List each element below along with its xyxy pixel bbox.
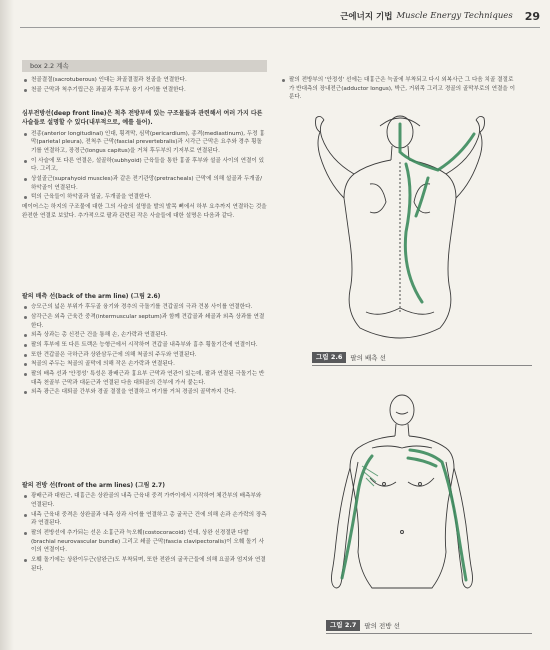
figure-2-6 — [310, 112, 490, 342]
figure-2-6-caption — [312, 352, 386, 363]
figure-label: 그림 2.6 — [312, 352, 346, 363]
figure-caption-text: 팔의 전방 선 — [364, 622, 400, 630]
page-number: 29 — [524, 9, 540, 23]
list-item: 팔의 배측 선과 '안정성' 특성은 광배근과 흉요부 근막과 연관이 있는데, 팔과 연결된 극돌기는 반대측 천골부 근막과 대둔근과 연결된 다음 대퇴골의 간부에 가서 붙는다. — [22, 370, 267, 387]
list-item: 삼각근은 외측 근육간 중격(intermuscular septum)과 함께 견갑골과 쇄골과 외측 상과를 연결한다. — [22, 313, 267, 330]
running-title: 근에너지 기법 — [340, 12, 393, 22]
list-item: 이 사슬에 또 다른 연결은, 설골하(subhyoid) 근육들을 통한 흉골 후부와 설골 사이의 연결이 있다. 그리고, — [22, 157, 267, 174]
list-item: 외측 광근은 대퇴골 간부와 경골 결절을 연결하고 여기를 거쳐 경골의 골막까지 간다. — [22, 388, 267, 397]
list-item: 승모근의 넓은 부위가 후두골 융기와 경추의 극돌기를 견갑골의 극과 견봉 사이를 연결한다. — [22, 303, 267, 312]
list-item: 천골 근막과 척추기립근은 좌골과 후두부 융기 사이를 연결한다. — [22, 86, 267, 95]
list-item: 팔의 전방선에 추가되는 선은 소흉근과 늑오훼(costocoracoid) 인대, 상완 신경절판 다발(brachial neurovascular bundle) 그리고 쇄골 근막(fascia clavipectoralis)이 오훼 돌기 사이의 연결이다. — [22, 529, 267, 555]
list-item: 상설골근(suprahyoid muscles)과 같은 전기관망(pretracheals) 근막에 의해 설골과 두개골/하악골이 연결된다. — [22, 175, 267, 192]
figure-caption-text: 팔의 배측 선 — [350, 354, 386, 362]
caption-rule — [312, 365, 532, 366]
list-item: 턱의 근육들이 하악골과 얼굴, 두개골을 연결한다. — [22, 193, 267, 202]
box-tab: box 2.2 계속 — [22, 60, 267, 72]
figure-2-7 — [312, 392, 492, 597]
running-subtitle: Muscle Energy Techniques — [396, 11, 513, 21]
section-heading: 팔의 배측 선(back of the arm line) (그림 2.6) — [22, 293, 161, 300]
list-item: 팔의 전방부의 '안정성' 선에는 대흉근은 늑골에 부착되고 다시 외복사근 그 다음 치골 결절로 가 반대측의 장내전근(adductor longus), 박근, 거위족 그리고 경골의 골막부로의 연결을 이룬다. — [280, 76, 515, 102]
section-heading: 팔의 전방 선(front of the arm lines) (그림 2.7) — [22, 482, 165, 489]
figure-2-7-caption — [326, 620, 400, 631]
intro-bullets — [22, 76, 267, 95]
deep-front-line-section — [22, 109, 267, 222]
list-item: 팔의 후부에 또 다른 트랙은 능형근에서 시작하여 견갑골 내측부와 흉추 횡돌기간에 연결이다. — [22, 341, 267, 350]
header-rule — [20, 27, 540, 28]
list-item: 외측 상과는 총 신전근 건을 통해 손, 손가락과 연결된다. — [22, 331, 267, 340]
running-header — [270, 8, 540, 24]
paragraph: 메이어스는 하지의 구조물에 대한 그의 사슬의 설명을 발의 발목 뼈에서 하부 요추까지 연결하는 것을 완전한 연결로 보았다. 추가적으로 팔과 관련된 작은 사슬들에 대한 설명은 다음과 같다. — [22, 203, 267, 219]
list-item: 척골의 주두는 척골의 골막에 의해 작은 손가락과 연결된다. — [22, 360, 267, 369]
list-item: 천골결절(sacrotuberous) 인대는 좌골결절과 천골을 연결한다. — [22, 76, 267, 85]
left-column — [22, 76, 267, 641]
right-column — [280, 76, 515, 103]
front-arm-line-section — [22, 481, 267, 574]
figure-label: 그림 2.7 — [326, 620, 360, 631]
list-item: 광배근과 대원근, 대흉근은 상완골의 내측 근육내 중격 가까이에서 시작하여 체간부의 배측부와 연결된다. — [22, 492, 267, 509]
back-view-body-figure-icon — [310, 112, 490, 342]
list-item: 전종(anterior longitudinal) 인대, 횡격막, 심막(pericardium), 종격(mediastinum), 두정 흉막(parietal pleura), 전척추 근막(fascial prevertebralis)과 시각근 근막은 요추와 경추 횡돌기를 연결하고, 장경근(longus capitus)을 거쳐 후두부의 기저부로 연결된다. — [22, 130, 267, 156]
back-arm-line-section — [22, 292, 267, 398]
list-item: 또한 견갑골은 극하근과 상완삼두근에 의해 척골의 주두와 연결된다. — [22, 351, 267, 360]
front-view-body-figure-icon — [312, 392, 492, 597]
list-item: 내측 근육내 중격은 상완골과 내측 상과 사이를 연결하고 총 굴곡근 건에 의해 손과 손가락의 장측과 연결된다. — [22, 511, 267, 528]
section-heading: 심부전방선(deep front line)은 척추 전방부에 있는 구조물들과 관련해서 여러 가지 다른 사슬들로 설명할 수 있다(내부적으로, 예를 들어). — [22, 110, 263, 127]
page-gutter-shadow — [0, 0, 14, 650]
list-item: 오훼 돌기에는 상완이두근(삼완근)도 부착되며, 또한 전완의 굴곡근들에 의해 요골과 엄지와 연결된다. — [22, 556, 267, 573]
caption-rule — [326, 633, 532, 634]
